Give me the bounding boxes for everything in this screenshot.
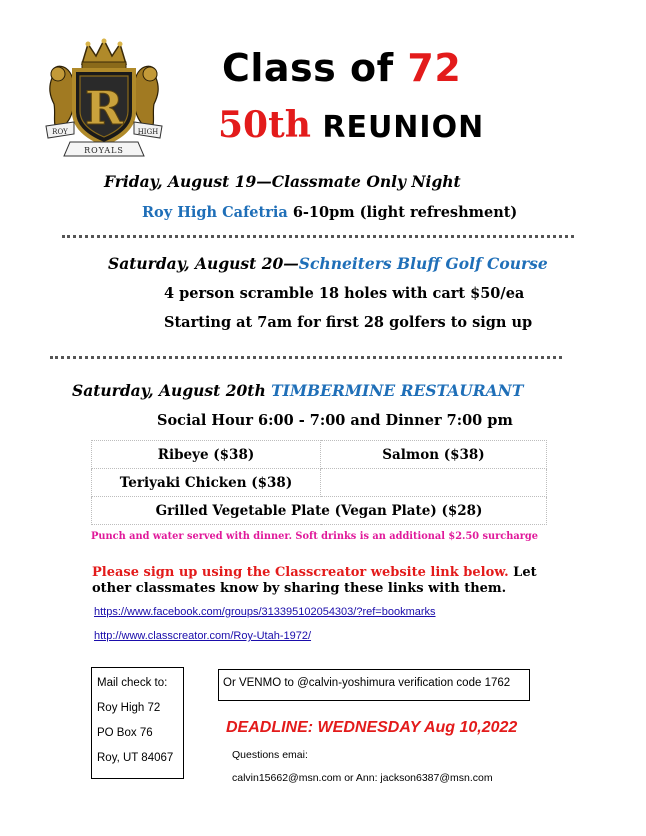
crest-right-text: HIGH — [137, 128, 159, 136]
drink-note: Punch and water served with dinner. Soft drinks is an additional $2.50 surcharge — [91, 531, 538, 542]
title-prefix: Class of — [222, 46, 408, 90]
friday-location: Roy High Cafetria — [142, 204, 288, 221]
roy-royals-crest-logo — [44, 38, 164, 160]
dinner-heading — [72, 381, 523, 400]
friday-details — [142, 204, 517, 221]
subtitle-reunion: REUNION — [310, 110, 485, 145]
crown-icon — [82, 39, 126, 70]
menu-teriyaki: Teriyaki Chicken ($38) — [92, 469, 321, 497]
venmo-box — [218, 669, 530, 701]
lion-left-icon — [50, 66, 75, 130]
menu-empty-cell — [321, 469, 547, 497]
table-row — [92, 469, 547, 497]
page-subtitle — [218, 104, 558, 146]
dinner-restaurant: TIMBERMINE RESTAURANT — [271, 381, 524, 400]
crest-banner-text: ROYALS — [84, 146, 124, 155]
title-year: 72 — [407, 46, 462, 90]
contact-emails: calvin15662@msn.com or Ann: jackson6387@msn.com — [232, 772, 493, 784]
mail-line-2: PO Box 76 — [97, 727, 153, 739]
golf-heading — [108, 254, 548, 273]
crest-left-text: ROY — [52, 128, 68, 136]
menu-ribeye: Ribeye ($38) — [92, 441, 321, 469]
menu-salmon: Salmon ($38) — [321, 441, 547, 469]
golf-line-1: 4 person scramble 18 holes with cart $50/ea — [164, 285, 525, 302]
mail-address-box — [91, 667, 184, 779]
signup-instruction: Please sign up using the Classcreator website link below. — [92, 565, 509, 580]
crest-letter: R — [84, 81, 124, 135]
facebook-group-link[interactable]: https://www.facebook.com/groups/313395102054303/?ref=bookmarks — [94, 606, 436, 618]
deadline: DEADLINE: WEDNESDAY Aug 10,2022 — [226, 719, 518, 736]
mail-label: Mail check to: — [97, 677, 168, 689]
classcreator-link[interactable]: http://www.classcreator.com/Roy-Utah-1972/ — [94, 630, 312, 642]
divider — [62, 235, 574, 238]
golf-heading-prefix: Saturday, August 20— — [108, 254, 299, 273]
golf-course: Schneiters Bluff Golf Course — [298, 254, 548, 273]
signup-text — [92, 561, 552, 580]
table-row — [92, 497, 547, 525]
page-title — [222, 46, 552, 90]
dinner-heading-prefix: Saturday, August 20th — [72, 381, 272, 400]
subtitle-50th: 50th — [218, 104, 311, 146]
mail-line-3: Roy, UT 84067 — [97, 752, 174, 764]
lion-right-icon — [133, 66, 158, 130]
dinner-menu-table — [91, 440, 547, 525]
table-row — [92, 441, 547, 469]
friday-time: 6-10pm (light refreshment) — [287, 204, 518, 221]
dinner-times: Social Hour 6:00 - 7:00 and Dinner 7:00 pm — [157, 412, 513, 429]
venmo-text: Or VENMO to @calvin-yoshimura verification code 1762 — [223, 677, 511, 689]
friday-heading: Friday, August 19—Classmate Only Night — [104, 172, 461, 191]
mail-line-1: Roy High 72 — [97, 702, 161, 714]
signup-share: other classmates know by sharing these links with them. — [92, 581, 507, 596]
menu-vegetable-plate: Grilled Vegetable Plate (Vegan Plate) ($28) — [92, 497, 547, 525]
golf-line-2: Starting at 7am for first 28 golfers to sign up — [164, 314, 533, 331]
divider — [50, 356, 562, 359]
signup-tail: Let — [508, 565, 537, 580]
questions-label: Questions emai: — [232, 749, 308, 761]
